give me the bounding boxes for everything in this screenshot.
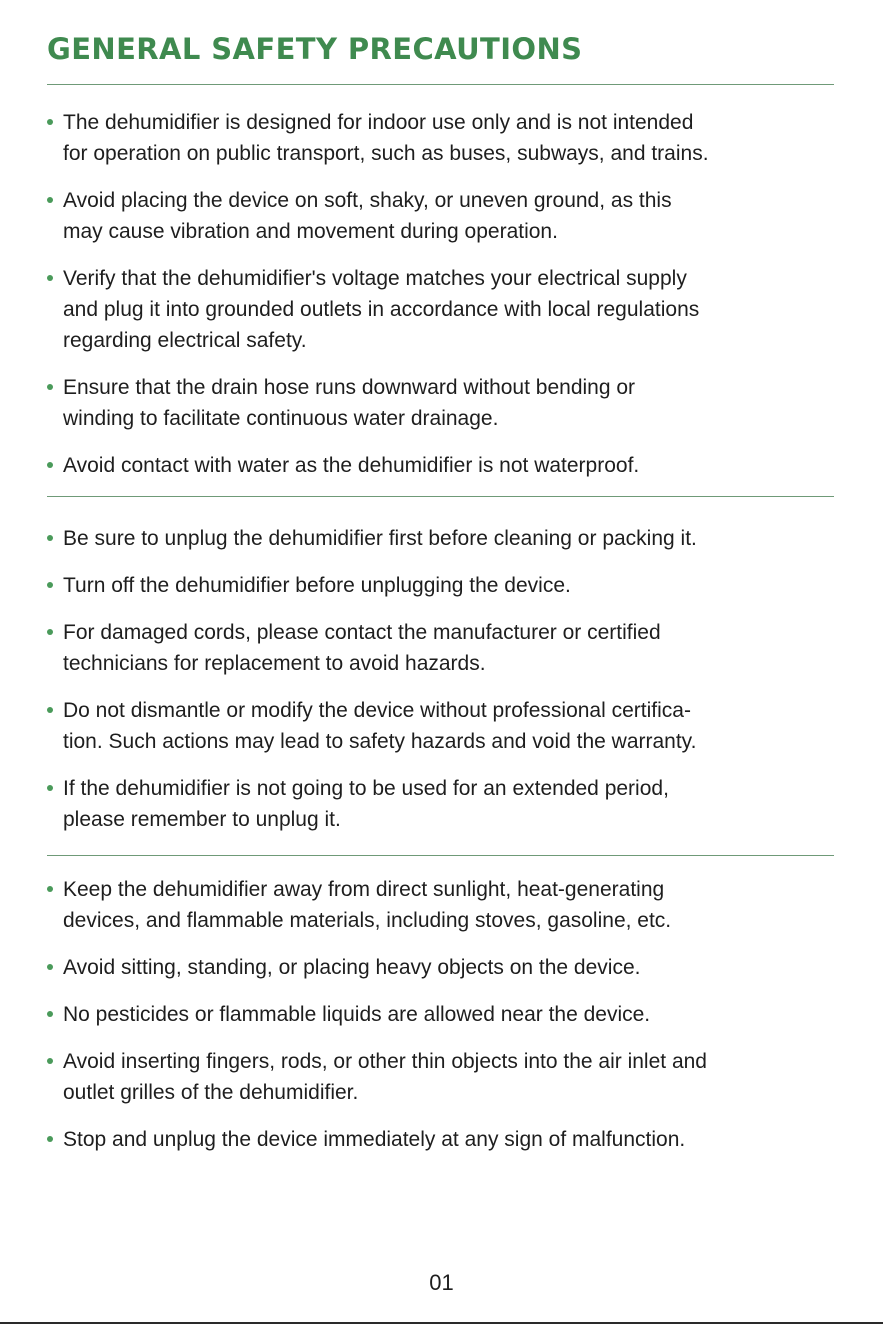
bullet-icon <box>47 886 53 892</box>
list-item-text: tion. Such actions may lead to safety hazards and void the warranty. <box>63 730 697 753</box>
list-item-text: may cause vibration and movement during operation. <box>63 220 558 243</box>
bullet-icon <box>47 785 53 791</box>
precautions-section-3 <box>47 874 847 1155</box>
bullet-icon <box>47 707 53 713</box>
list-item-text: The dehumidifier is designed for indoor use only and is not intended <box>63 111 694 134</box>
bullet-icon <box>47 629 53 635</box>
list-item-text: Turn off the dehumidifier before unplugging the device. <box>63 574 571 597</box>
list-item-text: For damaged cords, please contact the manufacturer or certified <box>63 621 661 644</box>
bullet-icon <box>47 119 53 125</box>
page-title: GENERAL SAFETY PRECAUTIONS <box>47 32 583 66</box>
list-item <box>47 570 847 601</box>
precautions-section-2 <box>47 523 847 835</box>
list-item-text: outlet grilles of the dehumidifier. <box>63 1081 359 1104</box>
bullet-icon <box>47 197 53 203</box>
list-item <box>47 1124 847 1155</box>
section-divider-1 <box>47 496 834 497</box>
bullet-icon <box>47 1058 53 1064</box>
bullet-icon <box>47 535 53 541</box>
list-item-text: Do not dismantle or modify the device without professional certifica- <box>63 699 691 722</box>
list-item-text: No pesticides or flammable liquids are allowed near the device. <box>63 1003 651 1026</box>
list-item-text: Avoid contact with water as the dehumidifier is not waterproof. <box>63 454 640 477</box>
list-item <box>47 773 847 835</box>
list-item-text: If the dehumidifier is not going to be used for an extended period, <box>63 777 669 800</box>
list-item-text: regarding electrical safety. <box>63 329 307 352</box>
list-item-text: for operation on public transport, such as buses, subways, and trains. <box>63 142 709 165</box>
list-item-text: Avoid inserting fingers, rods, or other thin objects into the air inlet and <box>63 1050 707 1073</box>
precautions-section-1 <box>47 107 847 481</box>
list-item-text: winding to facilitate continuous water drainage. <box>63 407 499 430</box>
list-item <box>47 617 847 679</box>
bullet-icon <box>47 462 53 468</box>
list-item <box>47 185 847 247</box>
page-number: 01 <box>429 1270 454 1295</box>
list-item-text: Avoid placing the device on soft, shaky, or uneven ground, as this <box>63 189 672 212</box>
bullet-icon <box>47 1011 53 1017</box>
list-item-text: Be sure to unplug the dehumidifier first before cleaning or packing it. <box>63 527 697 550</box>
list-item <box>47 263 847 356</box>
bullet-icon <box>47 582 53 588</box>
list-item <box>47 372 847 434</box>
list-item <box>47 952 847 983</box>
list-item <box>47 107 847 169</box>
title-divider <box>47 84 834 85</box>
list-item <box>47 523 847 554</box>
bullet-icon <box>47 275 53 281</box>
list-item-text: and plug it into grounded outlets in accordance with local regulations <box>63 298 700 321</box>
bullet-icon <box>47 384 53 390</box>
list-item-text: devices, and flammable materials, including stoves, gasoline, etc. <box>63 909 672 932</box>
list-item-text: Avoid sitting, standing, or placing heavy objects on the device. <box>63 956 641 979</box>
list-item <box>47 874 847 936</box>
section-divider-2 <box>47 855 834 856</box>
list-item <box>47 999 847 1030</box>
list-item-text: Stop and unplug the device immediately at any sign of malfunction. <box>63 1128 686 1151</box>
list-item <box>47 1046 847 1108</box>
bullet-icon <box>47 1136 53 1142</box>
list-item-text: Keep the dehumidifier away from direct sunlight, heat-generating <box>63 878 665 901</box>
bullet-icon <box>47 964 53 970</box>
list-item <box>47 450 847 481</box>
list-item-text: Verify that the dehumidifier's voltage matches your electrical supply <box>63 267 687 290</box>
list-item <box>47 695 847 757</box>
list-item-text: please remember to unplug it. <box>63 808 341 831</box>
list-item-text: technicians for replacement to avoid hazards. <box>63 652 486 675</box>
list-item-text: Ensure that the drain hose runs downward without bending or <box>63 376 636 399</box>
